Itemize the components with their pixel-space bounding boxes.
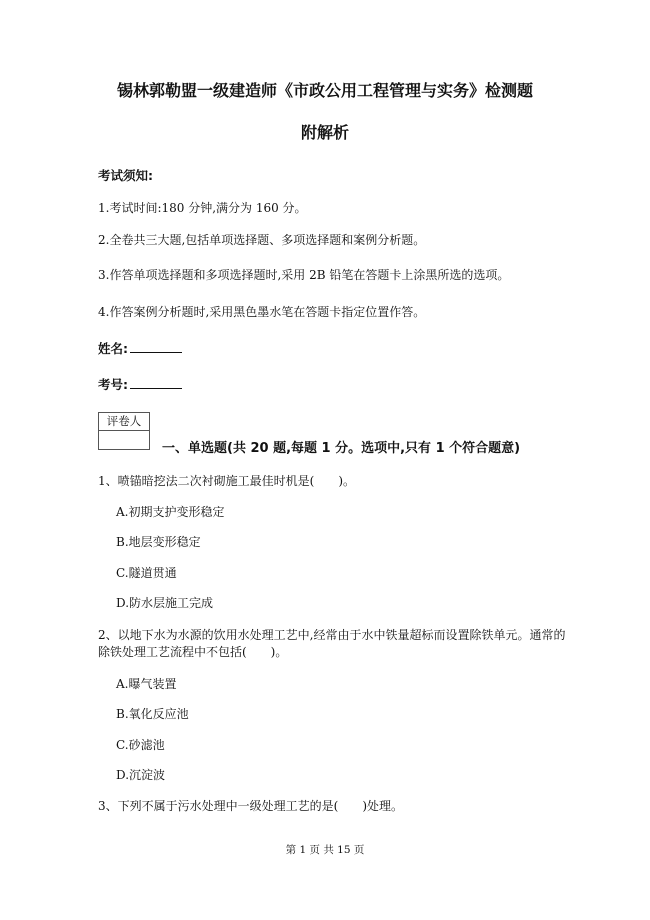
question-option: B.地层变形稳定	[116, 535, 201, 549]
question-option: B.氧化反应池	[116, 707, 189, 721]
page-footer: 第 1 页 共 15 页	[285, 844, 365, 856]
document-title-line1: 锡林郭勒盟一级建造师《市政公用工程管理与实务》检测题	[116, 81, 533, 100]
reviewer-box	[98, 412, 150, 450]
question-stem: 3、下列不属于污水处理中一级处理工艺的是( )处理。	[98, 799, 404, 813]
name-label: 姓名:	[98, 341, 128, 356]
exam-number-field	[98, 375, 182, 393]
question-stem: 2、以地下水为水源的饮用水处理工艺中,经常由于水中铁量超标而设置除铁单元。通常的	[98, 628, 566, 642]
notice-item: 4.作答案例分析题时,采用黑色墨水笔在答题卡指定位置作答。	[98, 305, 426, 319]
question-option: D.防水层施工完成	[116, 596, 214, 610]
question-stem-continued: 除铁处理工艺流程中不包括( )。	[98, 645, 288, 659]
exam-number-blank	[130, 377, 182, 389]
question-option: D.沉淀波	[116, 768, 166, 782]
notice-item: 3.作答单项选择题和多项选择题时,采用 2B 铅笔在答题卡上涂黑所选的选项。	[98, 268, 510, 282]
question-option: C.砂滤池	[116, 738, 165, 752]
name-blank	[130, 341, 182, 353]
question-stem: 1、喷锚暗挖法二次衬砌施工最佳时机是( )。	[98, 474, 355, 488]
notice-heading: 考试须知:	[98, 168, 153, 183]
document-title-line2: 附解析	[300, 123, 349, 142]
name-field	[98, 339, 182, 357]
question-option: A.曝气装置	[116, 677, 177, 691]
question-option: C.隧道贯通	[116, 566, 177, 580]
notice-item: 1.考试时间:180 分钟,满分为 160 分。	[98, 201, 307, 215]
question-option: A.初期支护变形稳定	[116, 505, 225, 519]
section-heading: 一、单选题(共 20 题,每题 1 分。选项中,只有 1 个符合题意)	[162, 441, 521, 456]
exam-number-label: 考号:	[98, 377, 128, 392]
notice-item: 2.全卷共三大题,包括单项选择题、多项选择题和案例分析题。	[98, 233, 426, 247]
reviewer-label: 评卷人	[99, 413, 149, 431]
